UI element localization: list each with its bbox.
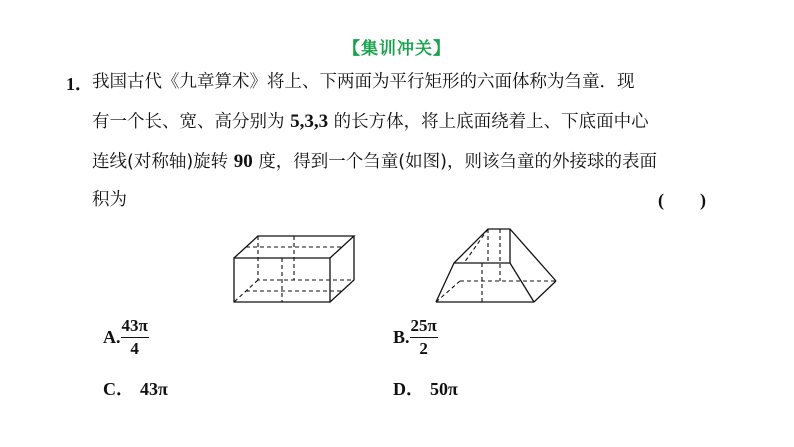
dimensions-value: 5,3,3 (290, 111, 329, 132)
option-d-value: 50π (430, 379, 458, 399)
question-number: 1． (66, 74, 93, 94)
chutong-figure (430, 225, 578, 309)
option-b[interactable] (393, 316, 438, 359)
option-b-fraction (410, 316, 438, 359)
question-line-1 (92, 70, 635, 94)
question-line-2 (92, 110, 649, 134)
option-b-denominator: 2 (419, 339, 428, 358)
option-b-label: B. (393, 327, 410, 347)
question-text-2b: 的长方体，将上底面绕着上、下底面中心 (333, 112, 649, 132)
option-c-label: C． (103, 379, 134, 399)
option-a-fraction (121, 316, 149, 359)
question-text-1: 我国古代《九章算术》将上、下两面为平行矩形的六面体称为刍童．现 (92, 72, 635, 92)
option-c[interactable] (103, 375, 168, 401)
option-c-value: 43π (140, 379, 168, 399)
question-line-3 (92, 150, 657, 174)
option-a[interactable] (103, 316, 149, 359)
question-text-3b: 度，得到一个刍童(如图)，则该刍童的外接球的表面 (258, 152, 657, 172)
question-text-2a: 有一个长、宽、高分别为 (92, 112, 285, 132)
question-line-4 (92, 188, 127, 212)
section-title: 【集训冲关】 (343, 39, 451, 59)
option-d[interactable] (393, 375, 458, 401)
question-text-4: 积为 (92, 190, 127, 210)
cuboid-figure (228, 230, 360, 306)
question-text-3a: 连线(对称轴)旋转 (92, 152, 229, 172)
option-d-label: D． (393, 379, 424, 399)
answer-blank: ( ) (658, 190, 706, 210)
option-a-denominator: 4 (130, 339, 139, 358)
option-a-numerator: 43π (121, 316, 149, 338)
option-b-numerator: 25π (410, 316, 438, 338)
option-a-label: A. (103, 327, 121, 347)
rotation-angle: 90 (233, 151, 253, 172)
